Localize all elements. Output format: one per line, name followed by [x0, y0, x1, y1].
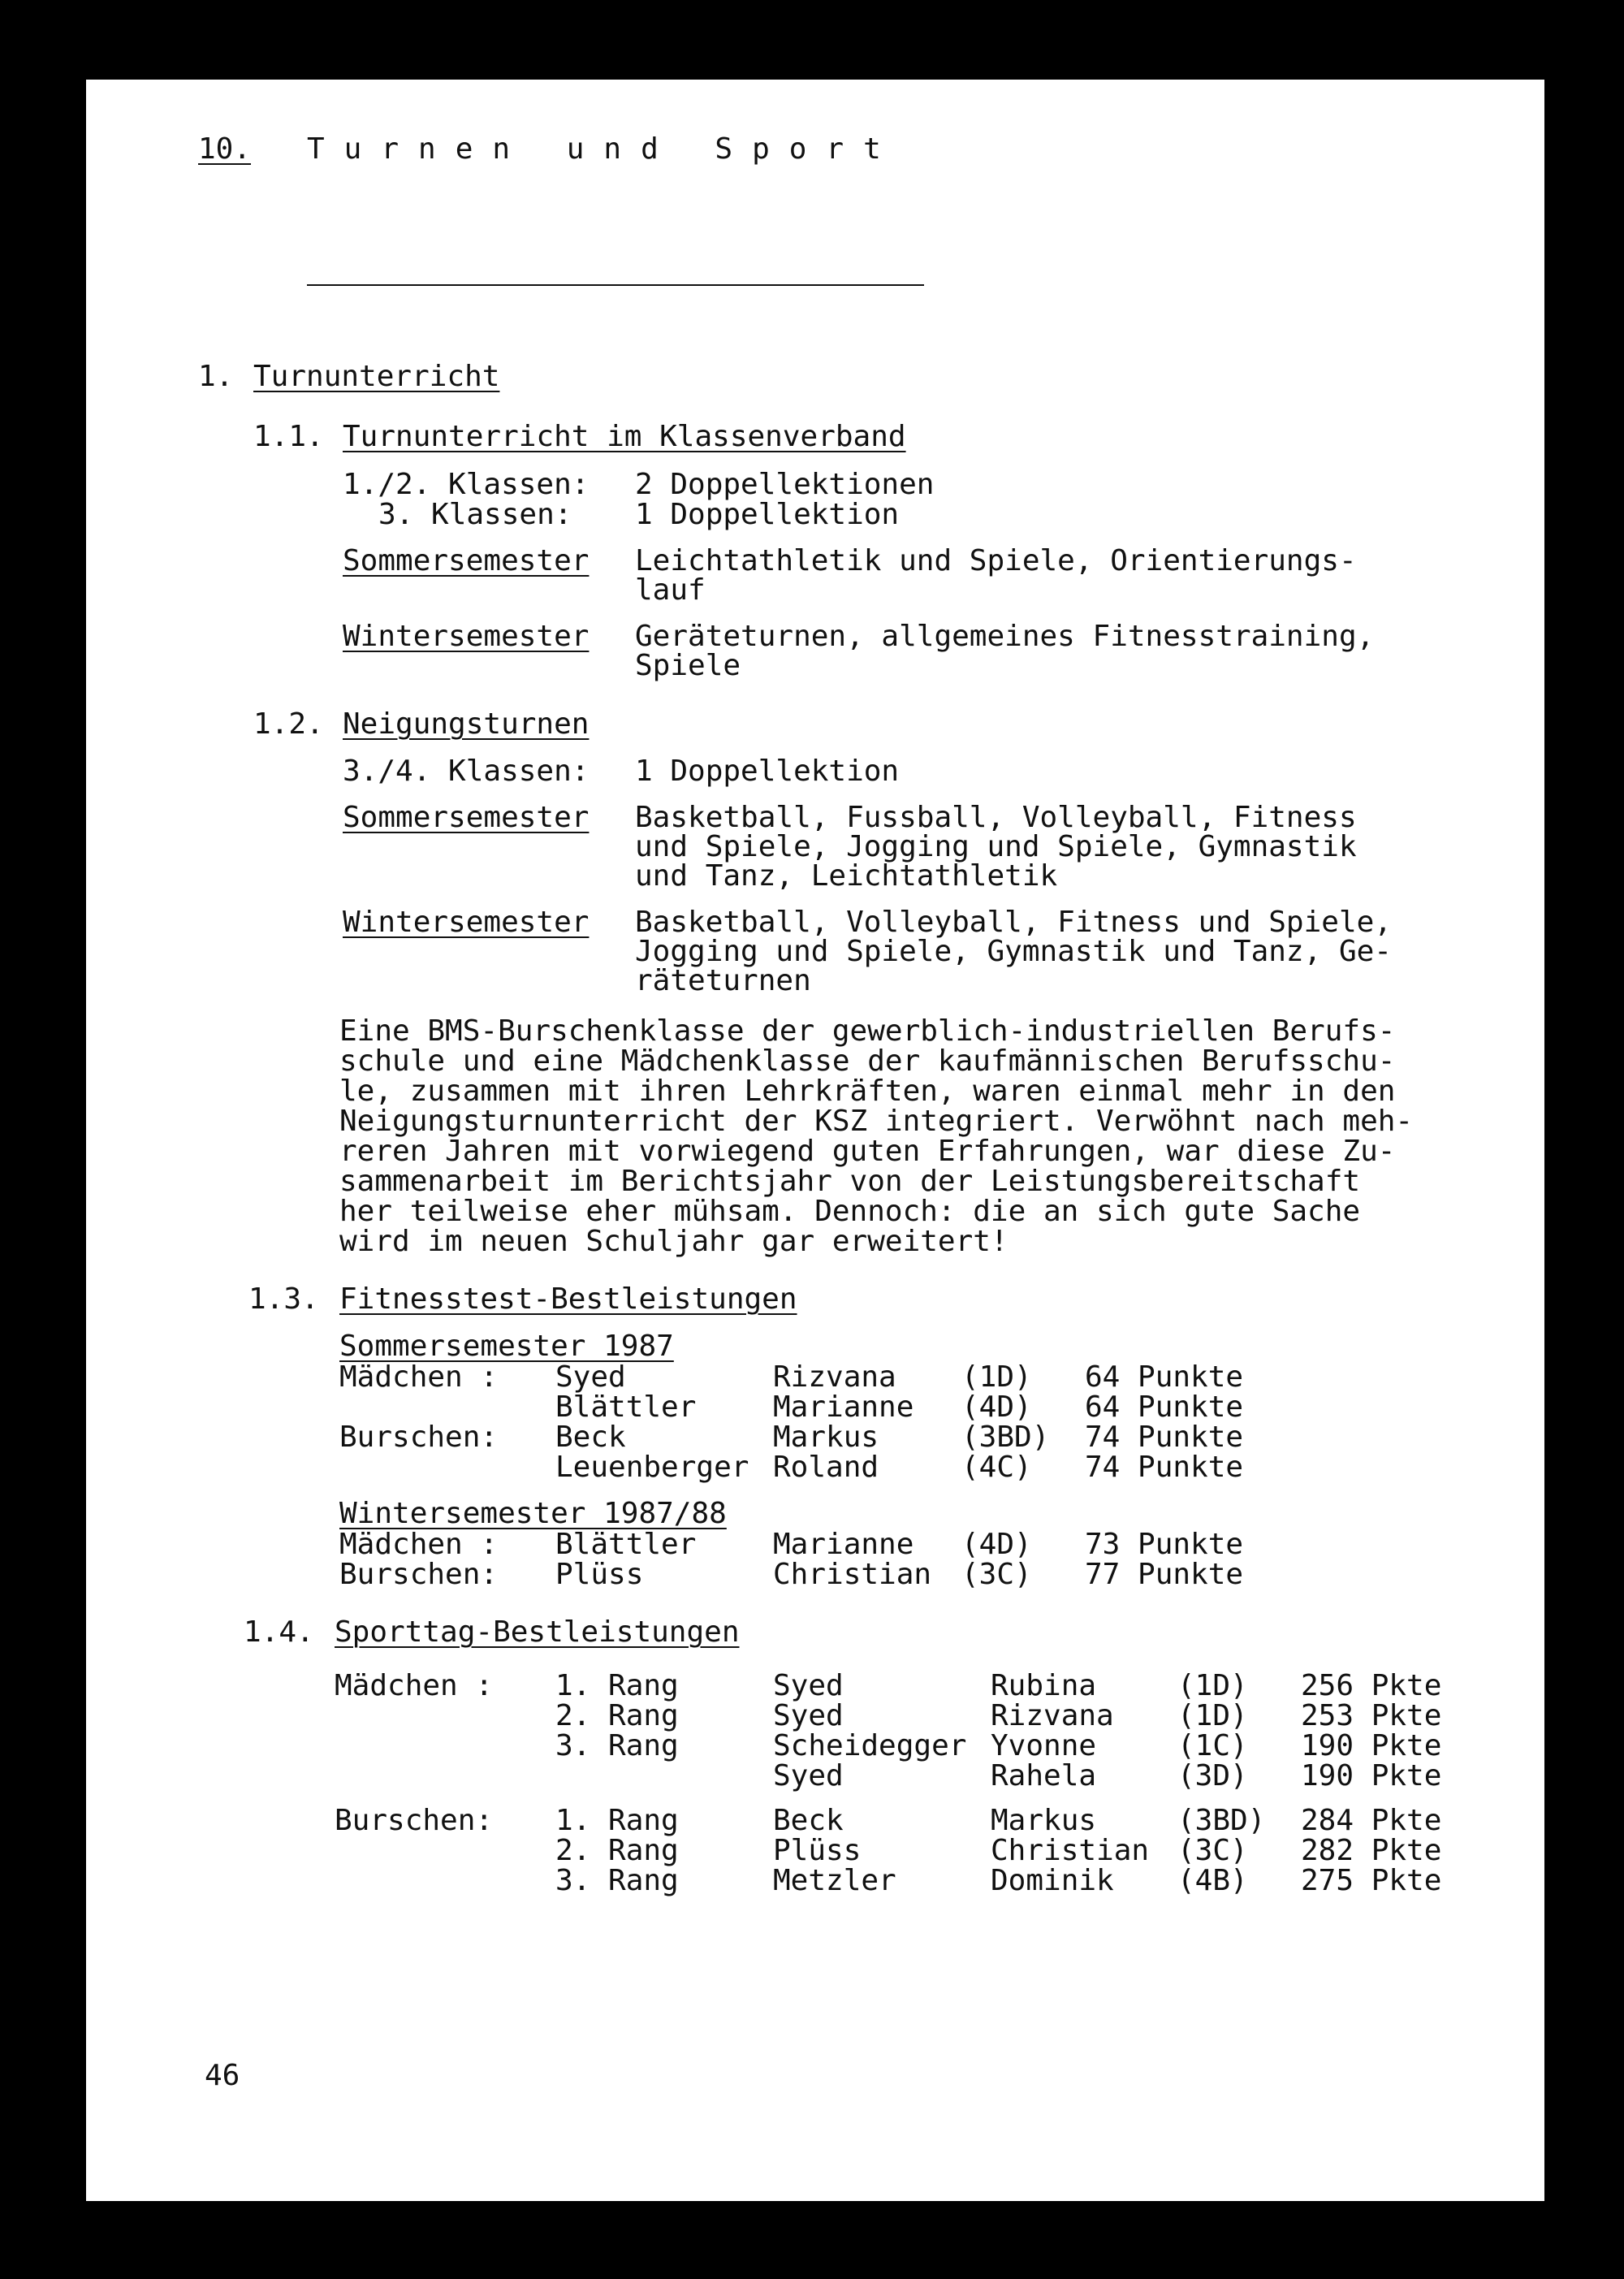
paragraph-line: Neigungsturnunterricht der KSZ integriert. Verwöhnt nach meh-: [339, 1105, 1414, 1138]
paragraph-line: reren Jahren mit vorwiegend guten Erfahrungen, war diese Zu-: [339, 1135, 1396, 1168]
klassen-text: 1 Doppellektion: [635, 755, 900, 788]
semester-text-line: Basketball, Fussball, Volleyball, Fitness: [635, 801, 1357, 834]
first-name: Rizvana: [991, 1699, 1114, 1732]
first-name: Rizvana: [773, 1360, 896, 1394]
chapter-title-underline: [307, 284, 924, 286]
sommer-heading: Sommersemester 1987: [339, 1330, 674, 1363]
first-name: Dominik: [991, 1864, 1114, 1897]
class: (3BD): [961, 1421, 1050, 1454]
points: 284 Pkte: [1301, 1804, 1442, 1837]
semester-text-line: Jogging und Spiele, Gymnastik und Tanz, Ge-: [635, 935, 1392, 968]
rank: 1. Rang: [555, 1804, 679, 1837]
first-name: Christian: [773, 1558, 932, 1591]
klassen-text: 1 Doppellektion: [635, 498, 900, 531]
last-name: Scheidegger: [773, 1729, 967, 1762]
class: (1D): [1177, 1699, 1248, 1732]
class: (1D): [961, 1360, 1032, 1394]
semester-label: Sommersemester: [343, 801, 590, 834]
last-name: Syed: [555, 1360, 626, 1394]
class: (3D): [1177, 1759, 1248, 1792]
rank: 2. Rang: [555, 1699, 679, 1732]
group-label: Mädchen :: [339, 1360, 499, 1394]
last-name: Beck: [555, 1421, 626, 1454]
class: (4C): [961, 1451, 1032, 1484]
points: 190 Pkte: [1301, 1729, 1442, 1762]
semester-text-line: Leichtathletik und Spiele, Orientierungs-: [635, 544, 1357, 577]
class: (1C): [1177, 1729, 1248, 1762]
last-name: Beck: [773, 1804, 844, 1837]
paragraph-line: schule und eine Mädchenklasse der kaufmännischen Berufsschu-: [339, 1044, 1396, 1078]
points: 282 Pkte: [1301, 1834, 1442, 1867]
chapter-number: 10.: [198, 132, 252, 166]
rank: 3. Rang: [555, 1864, 679, 1897]
class: (3C): [1177, 1834, 1248, 1867]
last-name: Syed: [773, 1759, 844, 1792]
section-1-1-number: 1.1.: [253, 420, 324, 453]
first-name: Marianne: [773, 1390, 914, 1424]
points: 74 Punkte: [1085, 1451, 1244, 1484]
last-name: Syed: [773, 1669, 844, 1702]
semester-text-line: und Tanz, Leichtathletik: [635, 859, 1058, 893]
first-name: Marianne: [773, 1528, 914, 1561]
points: 253 Pkte: [1301, 1699, 1442, 1732]
first-name: Rubina: [991, 1669, 1097, 1702]
first-name: Rahela: [991, 1759, 1097, 1792]
group-label: Burschen:: [339, 1421, 499, 1454]
section-1-number: 1.: [198, 360, 234, 393]
paragraph-line: her teilweise eher mühsam. Dennoch: die an sich gute Sache: [339, 1195, 1361, 1228]
last-name: Plüss: [773, 1834, 862, 1867]
class: (1D): [1177, 1669, 1248, 1702]
class: (4D): [961, 1528, 1032, 1561]
section-1-1-title: Turnunterricht im Klassenverband: [343, 420, 906, 453]
last-name: Blättler: [555, 1390, 697, 1424]
first-name: Markus: [991, 1804, 1097, 1837]
semester-text-line: lauf: [635, 573, 706, 607]
last-name: Plüss: [555, 1558, 644, 1591]
points: 256 Pkte: [1301, 1669, 1442, 1702]
points: 73 Punkte: [1085, 1528, 1244, 1561]
section-1-3-title: Fitnesstest-Bestleistungen: [339, 1282, 797, 1316]
semester-text-line: Basketball, Volleyball, Fitness und Spiele,: [635, 906, 1392, 939]
first-name: Yvonne: [991, 1729, 1097, 1762]
page-number: 46: [205, 2059, 240, 2092]
semester-label: Wintersemester: [343, 906, 590, 939]
semester-text-line: und Spiele, Jogging und Spiele, Gymnastik: [635, 830, 1357, 863]
klassen-label: 3. Klassen:: [378, 498, 572, 531]
semester-text-line: räteturnen: [635, 964, 811, 997]
paragraph-line: le, zusammen mit ihren Lehrkräften, waren einmal mehr in den: [339, 1075, 1396, 1108]
winter-heading: Wintersemester 1987/88: [339, 1497, 727, 1530]
semester-text-line: Geräteturnen, allgemeines Fitnesstraining,: [635, 620, 1375, 653]
semester-label: Sommersemester: [343, 544, 590, 577]
points: 275 Pkte: [1301, 1864, 1442, 1897]
section-1-title: Turnunterricht: [253, 360, 500, 393]
section-1-2-title: Neigungsturnen: [343, 707, 590, 741]
section-1-3-number: 1.3.: [248, 1282, 319, 1316]
paragraph-line: wird im neuen Schuljahr gar erweitert!: [339, 1225, 1009, 1258]
first-name: Christian: [991, 1834, 1150, 1867]
paragraph-line: Eine BMS-Burschenklasse der gewerblich-industriellen Berufs-: [339, 1014, 1396, 1048]
last-name: Syed: [773, 1699, 844, 1732]
points: 190 Pkte: [1301, 1759, 1442, 1792]
rank: 1. Rang: [555, 1669, 679, 1702]
semester-text-line: Spiele: [635, 649, 741, 682]
section-1-4-title: Sporttag-Bestleistungen: [335, 1615, 740, 1649]
group-label: Mädchen :: [339, 1528, 499, 1561]
semester-label: Wintersemester: [343, 620, 590, 653]
document-page: [86, 80, 1544, 2201]
last-name: Metzler: [773, 1864, 896, 1897]
first-name: Roland: [773, 1451, 879, 1484]
class: (4D): [961, 1390, 1032, 1424]
group-label: Burschen:: [335, 1804, 494, 1837]
section-1-2-number: 1.2.: [253, 707, 324, 741]
klassen-label: 3./4. Klassen:: [343, 755, 590, 788]
group-label: Burschen:: [339, 1558, 499, 1591]
klassen-text: 2 Doppellektionen: [635, 468, 935, 501]
group-label: Mädchen :: [335, 1669, 494, 1702]
paragraph-line: sammenarbeit im Berichtsjahr von der Leistungsbereitschaft: [339, 1165, 1361, 1198]
class: (3BD): [1177, 1804, 1266, 1837]
points: 77 Punkte: [1085, 1558, 1244, 1591]
last-name: Leuenberger: [555, 1451, 749, 1484]
points: 74 Punkte: [1085, 1421, 1244, 1454]
points: 64 Punkte: [1085, 1390, 1244, 1424]
last-name: Blättler: [555, 1528, 697, 1561]
points: 64 Punkte: [1085, 1360, 1244, 1394]
class: (3C): [961, 1558, 1032, 1591]
class: (4B): [1177, 1864, 1248, 1897]
klassen-label: 1./2. Klassen:: [343, 468, 590, 501]
rank: 3. Rang: [555, 1729, 679, 1762]
section-1-4-number: 1.4.: [244, 1615, 314, 1649]
rank: 2. Rang: [555, 1834, 679, 1867]
first-name: Markus: [773, 1421, 879, 1454]
chapter-title: Turnen und Sport: [307, 132, 901, 166]
